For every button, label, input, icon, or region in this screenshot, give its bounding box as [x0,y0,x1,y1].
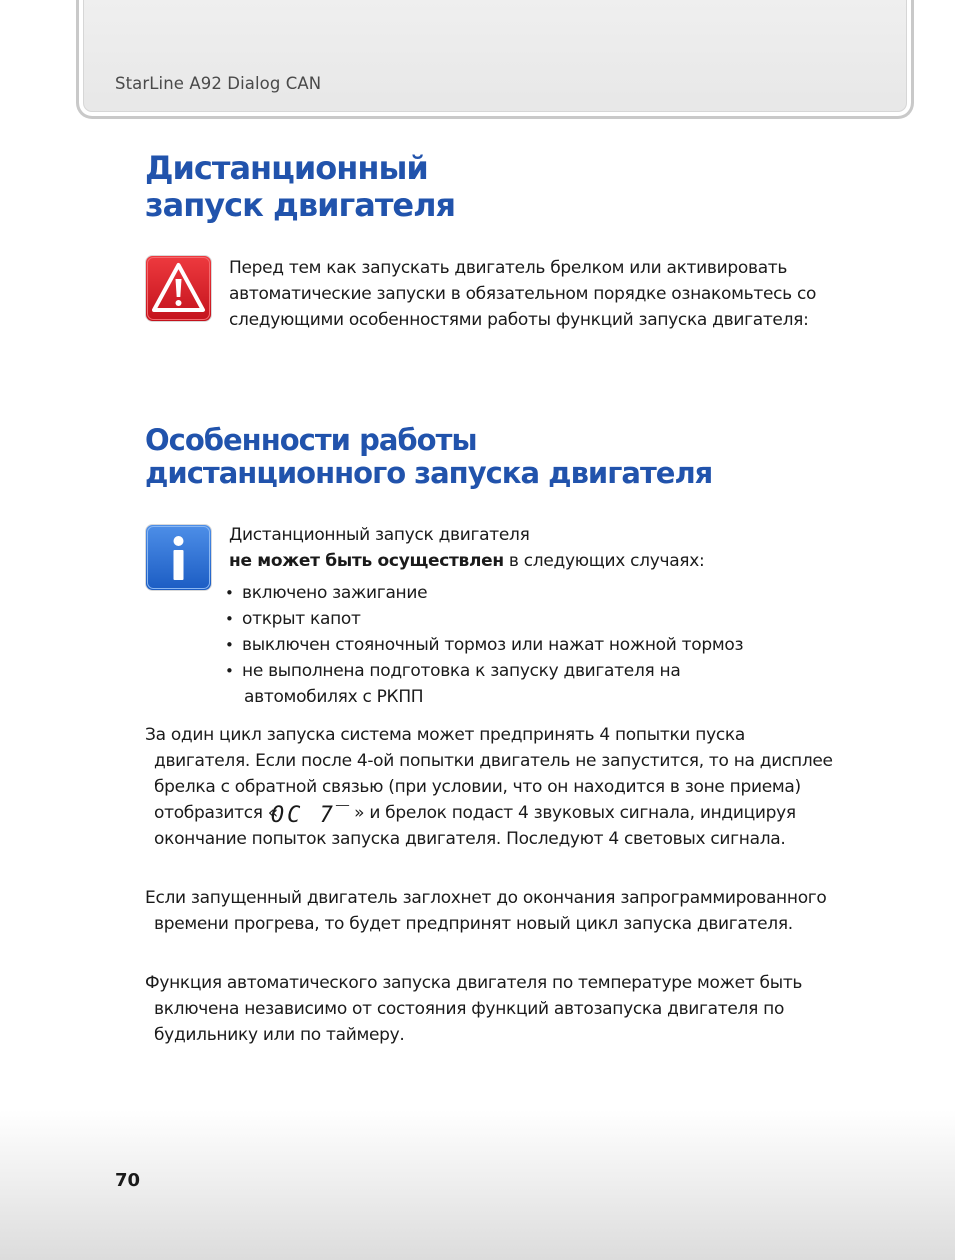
page-title-line1: Дистанционный [145,149,428,187]
list-item [225,658,885,710]
header-panel [76,0,914,119]
list-item [225,632,885,658]
info-icon [145,524,212,591]
page-title-line2: запуск двигателя [145,186,456,224]
list-item-text: выключен стояночный тормоз или нажат ножной тормоз [242,635,744,655]
paragraph-attempts-start: За один цикл запуска система может предпринять 4 попытки пуска двигателя. Если после 4-ой попытки двигатель не запустится, то на дисплее брелка с обратной связью (при условии, что он находится в зоне приема) отобразится « [145,725,833,823]
paragraph-restart: Если запущенный двигатель заглохнет до окончания запрограммированного времени прогрева, то будет предпринят новый цикл запуска двигателя. [145,888,827,934]
list-item [225,580,885,606]
list-item-text: включено зажигание [242,583,428,603]
list-item [225,606,885,632]
warning-triangle-icon [145,255,212,322]
section-title-line1: Особенности работы [145,423,477,457]
page-bottom-fade [0,1110,955,1260]
warning-text: Перед тем как запускать двигатель брелком или активировать автоматические запуски в обязательном порядке ознакомьтесь со следующими особенностями работы функций запуска двигателя: [229,258,817,330]
paragraph-attempts-end: » и брелок подаст 4 звуковых сигнала, индицируя окончание попыток запуска двигателя. Последуют 4 световых сигнала. [154,803,796,849]
lcd-display-code: OC 7‾ [270,803,353,828]
conditions-list [225,580,885,710]
section-title-line2: дистанционного запуска двигателя [145,456,713,490]
page-number: 70 [115,1170,141,1191]
info-text [229,522,869,574]
page-title [145,150,455,224]
paragraph-auto-start: Функция автоматического запуска двигателя по температуре может быть включена независимо от состояния функций автозапуска двигателя по будильнику или по таймеру. [145,973,803,1045]
paragraph-attempts [145,722,835,852]
info-bold-phrase: не может быть осуществлен [229,551,504,571]
info-rest: в следующих случаях: [503,551,705,571]
header-product-name: StarLine A92 Dialog CAN [115,74,322,93]
list-item-text: не выполнена подготовка к запуску двигателя на [242,661,681,681]
section-title [145,424,712,490]
list-item-text: открыт капот [242,609,361,629]
list-item-continuation: автомобилях с РКПП [244,687,424,707]
info-line1: Дистанционный запуск двигателя [229,525,530,545]
